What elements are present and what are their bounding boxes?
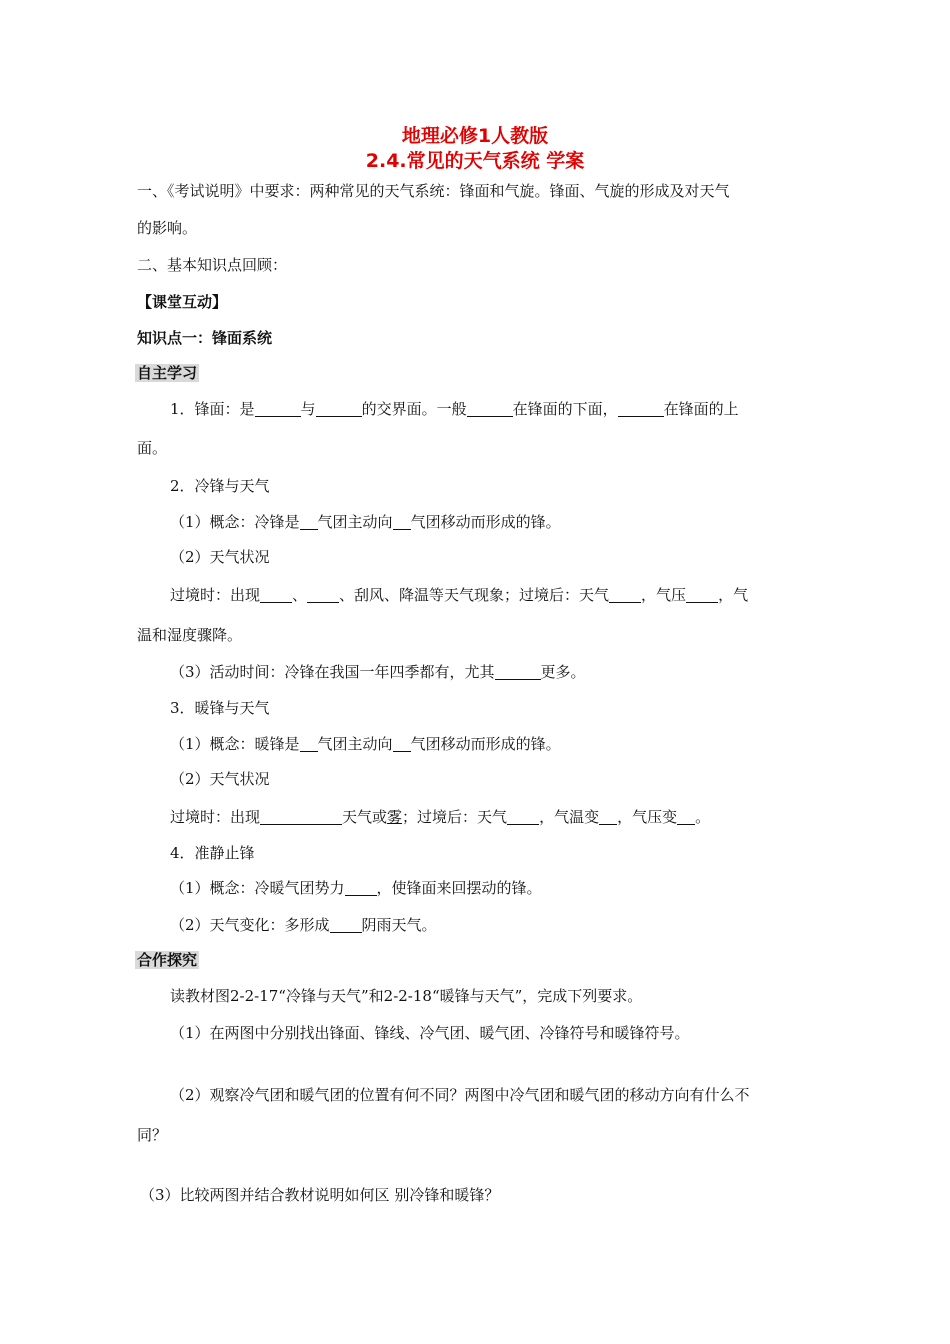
q4-concept: （1）概念：冷暖气团势力 ，使锋面来回摆动的锋。 <box>170 879 542 897</box>
q2-heading: 2．冷锋与天气 <box>170 477 270 495</box>
q2-pass: 过境时：出现 、 、刮风、降温等天气现象；过境后：天气 ，气压 ，气 <box>170 586 749 604</box>
coop-q2-line-1: （2）观察冷气团和暖气团的位置有何不同？两图中冷气团和暖气团的移动方向有什么不 <box>170 1086 750 1104</box>
exam-requirement-line-2: 的影响。 <box>137 219 198 237</box>
q2-pass-line-2: 温和湿度骤降。 <box>137 626 243 644</box>
coop-q1: （1）在两图中分别找出锋面、锋线、冷气团、暖气团、冷锋符号和暖锋符号。 <box>170 1024 690 1042</box>
self-study-label: 自主学习 <box>137 364 198 382</box>
q3-weather: （2）天气状况 <box>170 770 270 788</box>
q4-heading: 4．准静止锋 <box>170 844 255 862</box>
q2-time: （3）活动时间：冷锋在我国一年四季都有，尤其 更多。 <box>170 663 586 681</box>
q3-heading: 3．暖锋与天气 <box>170 699 270 717</box>
knowledge-point-1: 知识点一：锋面系统 <box>137 329 273 347</box>
classroom-heading: 【课堂互动】 <box>137 293 228 311</box>
coop-q2-line-2: 同？ <box>137 1126 168 1144</box>
title-line-1: 地理必修1人教版 <box>401 125 549 147</box>
q2-concept: （1）概念：冷锋是 气团主动向 气团移动而形成的锋。 <box>170 513 561 531</box>
q3-concept: （1）概念：暖锋是 气团主动向 气团移动而形成的锋。 <box>170 735 561 753</box>
title-line-2: 2.4.常见的天气系统 学案 <box>365 150 585 172</box>
q3-pass: 过境时：出现 天气或雾；过境后：天气 ，气温变 ，气压变 。 <box>170 808 711 826</box>
q4-change: （2）天气变化：多形成 阴雨天气。 <box>170 916 437 934</box>
q1-line: 1．锋面：是 与 的交界面。一般 在锋面的下面， 在锋面的上 <box>170 400 739 418</box>
cooperation-label: 合作探究 <box>137 951 198 969</box>
coop-q3: （3）比较两图并结合教材说明如何区 别冷锋和暖锋？ <box>140 1186 500 1204</box>
exam-requirement-line-1: 一、《考试说明》中要求：两种常见的天气系统：锋面和气旋。锋面、气旋的形成及对天气 <box>137 182 730 200</box>
section-2-heading: 二、基本知识点回顾： <box>137 256 288 274</box>
reading-instruction: 读教材图2-2-17“冷锋与天气”和2-2-18“暖锋与天气”，完成下列要求。 <box>170 987 643 1005</box>
q2-weather: （2）天气状况 <box>170 548 270 566</box>
q1-line-2: 面。 <box>137 439 168 457</box>
